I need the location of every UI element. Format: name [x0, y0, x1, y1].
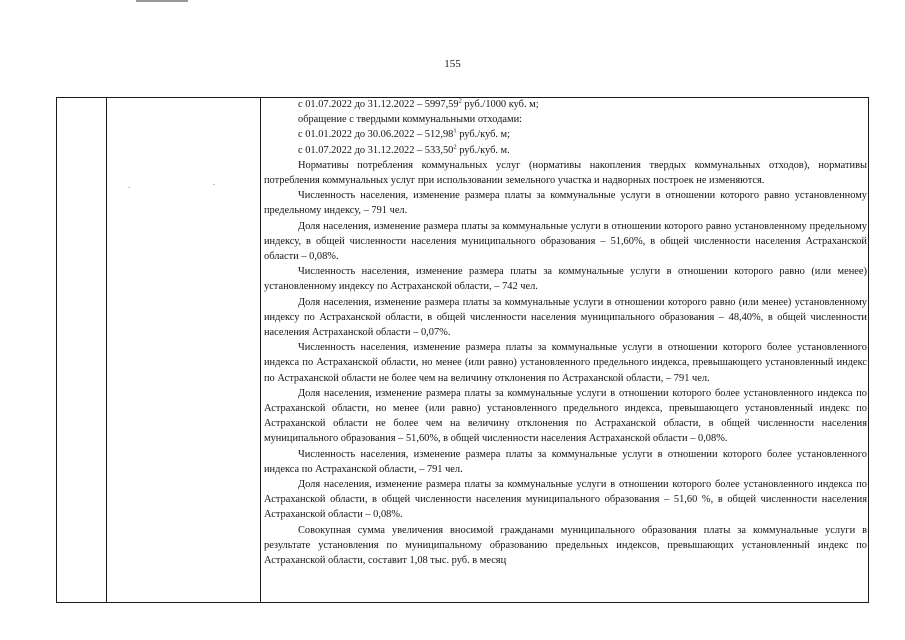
footnote-ref: 2	[458, 97, 462, 105]
footnote-ref: 1	[453, 127, 457, 135]
column-divider-2	[260, 98, 261, 602]
tariff-heading: обращение с твердыми коммунальными отходами:	[298, 114, 523, 126]
paragraph-consumption-norms: Нормативы потребления коммунальных услуг (нормативы накопления твердых коммунальных отходов), нормативы потребления коммунальных услуг при использовании земельного участка и надворных построек не изменяются.	[264, 159, 867, 187]
paragraph-share-below-regional: Доля населения, изменение размера платы за коммунальные услуги в отношении которого равно (или менее) установленному индексу по Астраханской области, в общей численности населения муниципального образования – 48,40%, в общей численности населения Астраханской области – 0,07%.	[264, 296, 867, 339]
document-table	[56, 97, 869, 603]
margin-mark: .	[213, 178, 215, 187]
margin-mark: .	[128, 181, 130, 190]
paragraph-share-within-deviation: Доля населения, изменение размера платы за коммунальные услуги в отношении которого более установленного индекса по Астраханской области, но менее (или равно) установленного предельного индекса, превышающего установленный индекс по Астраханской области не более чем на величину отклонения по Астраханской области, в общей численности населения муниципального образования – 51,60%, в общей численности населения Астраханской области – 0,08%.	[264, 387, 867, 445]
paragraph-population-equal-limit: Численность населения, изменение размера платы за коммунальные услуги в отношении которого равно установленному предельному индексу, – 791 чел.	[264, 190, 867, 217]
paragraph-population-within-deviation: Численность населения, изменение размера платы за коммунальные услуги в отношении которого более установленного индекса по Астраханской области, но менее (или равно) установленного предельного индекса, превышающего установленный индекс по Астраханской области не более чем на величину отклонения по Астраханской области, – 791 чел.	[264, 342, 867, 384]
page-number: 155	[444, 58, 461, 70]
paragraph-population-below-regional: Численность населения, изменение размера платы за коммунальные услуги в отношении которого равно (или менее) установленному индексу по Астраханской области, – 742 чел.	[264, 266, 867, 293]
paragraph-population-above-regional: Численность населения, изменение размера платы за коммунальные услуги в отношении которого более установленного индекса по Астраханской области, – 791 чел.	[264, 448, 867, 475]
footnote-ref: 2	[453, 143, 457, 151]
tariff-line: с 01.07.2022 до 31.12.2022 – 533,50$^2$ руб./куб. м.	[298, 143, 510, 156]
paragraph-share-equal-limit: Доля населения, изменение размера платы за коммунальные услуги в отношении которого равно установленному предельному индексу, в общей численности населения муниципального образования – 51,60%, в общей численности населения Астраханской области – 0,08%.	[264, 220, 867, 263]
scan-edge-mark	[136, 0, 188, 2]
paragraph-share-above-regional: Доля населения, изменение размера платы за коммунальные услуги в отношении которого более установленного индекса по Астраханской области, в общей численности населения муниципального образования – 51,60 %, в общей численности населения Астраханской области – 0,08%.	[264, 479, 867, 521]
tariff-line: с 01.01.2022 до 30.06.2022 – 512,98$^1$ руб./куб. м;	[298, 127, 511, 141]
text-cell	[264, 97, 867, 568]
tariff-line: с 01.07.2022 до 31.12.2022 – 5997,59$^2$ руб./1000 куб. м;	[298, 97, 539, 110]
paragraph-total-increase: Совокупная сумма увеличения вносимой гражданами муниципального образования платы за коммунальные услуги в результате установления по муниципальному образованию предельных индексов, превышающих установленный индекс по Астраханской области, составит 1,08 тыс. руб. в месяц	[264, 524, 867, 567]
column-divider-1	[106, 98, 107, 602]
